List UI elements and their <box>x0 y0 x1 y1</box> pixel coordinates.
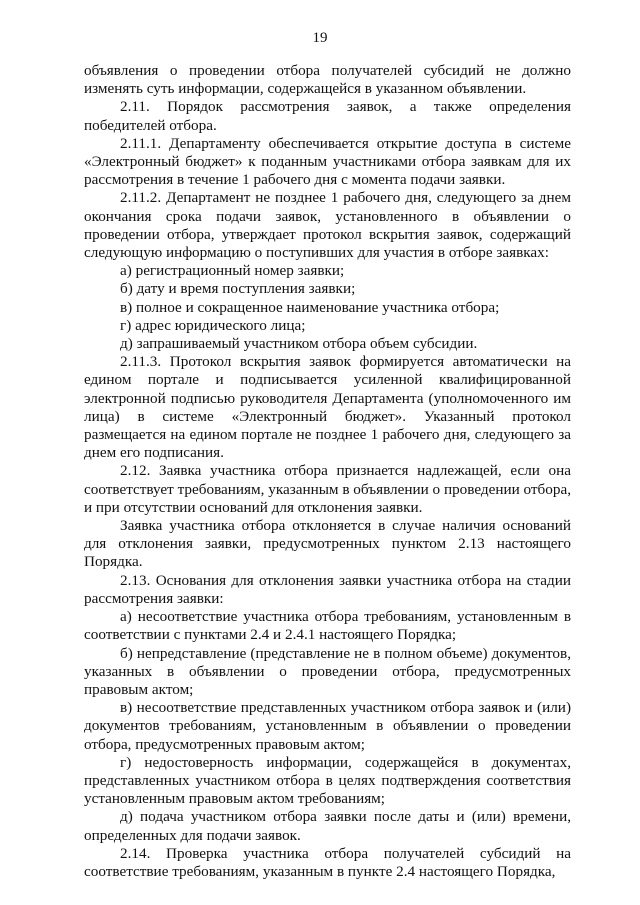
list-item: г) недостоверность информации, содержащейся в документах, представленных участником отбора в целях подтверждения соответствия установленным правовым актом требованиям; <box>84 753 571 808</box>
list-item: б) непредставление (представление не в полном объеме) документов, указанных в объявлении о проведении отбора, предусмотренных правовым актом; <box>84 644 571 698</box>
paragraph: 2.14. Проверка участника отбора получателей субсидий на соответствие требованиям, указанным в пункте 2.4 настоящего Порядка, <box>84 844 571 880</box>
paragraph: 2.11.2. Департамент не позднее 1 рабочего дня, следующего за днем окончания срока подачи заявок, установленного в объявлении о проведении отбора, утверждает протокол вскрытия заявок, содержащий следующую информацию о поступивших для участия в отборе заявках: <box>84 189 571 262</box>
paragraph: 2.11.1. Департаменту обеспечивается открытие доступа в системе «Электронный бюджет» к поданным участниками отбора заявкам для их рассмотрения в течение 1 рабочего дня с момента подачи заявки. <box>84 134 571 189</box>
list-item: в) несоответствие представленных участником отбора заявок и (или) документов требованиям, установленным в объявлении о проведении отбора, предусмотренных правовым актом; <box>84 699 571 753</box>
list-item: д) запрашиваемый участником отбора объем субсидии. <box>120 335 478 353</box>
list-item: а) регистрационный номер заявки; <box>120 262 345 280</box>
page-number: 19 <box>312 30 328 46</box>
list-item: г) адрес юридического лица; <box>120 316 306 334</box>
list-item: б) дату и время поступления заявки; <box>120 280 356 298</box>
list-item: а) несоответствие участника отбора требованиям, установленным в соответствии с пунктами 2.4 и 2.4.1 настоящего Порядка; <box>84 608 571 644</box>
list-item: д) подача участником отбора заявки после даты и (или) времени, определенных для подачи заявок. <box>84 808 571 844</box>
document-body <box>84 62 571 881</box>
paragraph: 2.12. Заявка участника отбора признается надлежащей, если она соответствует требованиям, указанным в объявлении о проведении отбора, и при отсутствии оснований для отклонения заявки. <box>84 462 572 516</box>
paragraph: Заявка участника отбора отклоняется в случае наличия оснований для отклонения заявки, предусмотренных пунктом 2.13 настоящего Порядка. <box>84 517 571 571</box>
paragraph: 2.11. Порядок рассмотрения заявок, а также определения победителей отбора. <box>84 98 571 134</box>
list-item: в) полное и сокращенное наименование участника отбора; <box>120 298 500 316</box>
paragraph: 2.11.3. Протокол вскрытия заявок формируется автоматически на едином портале и подписывается усиленной квалифицированной электронной подписью руководителя Департамента (уполномоченного им лица) в системе «Электронный бюджет». Указанный протокол размещается на едином портале не позднее 1 рабочего дня, следующего за днем его подписания. <box>84 353 571 462</box>
paragraph: 2.13. Основания для отклонения заявки участника отбора на стадии рассмотрения заявки: <box>84 571 571 607</box>
paragraph: объявления о проведении отбора получателей субсидий не должно изменять суть информации, содержащейся в указанном объявлении. <box>84 62 571 98</box>
